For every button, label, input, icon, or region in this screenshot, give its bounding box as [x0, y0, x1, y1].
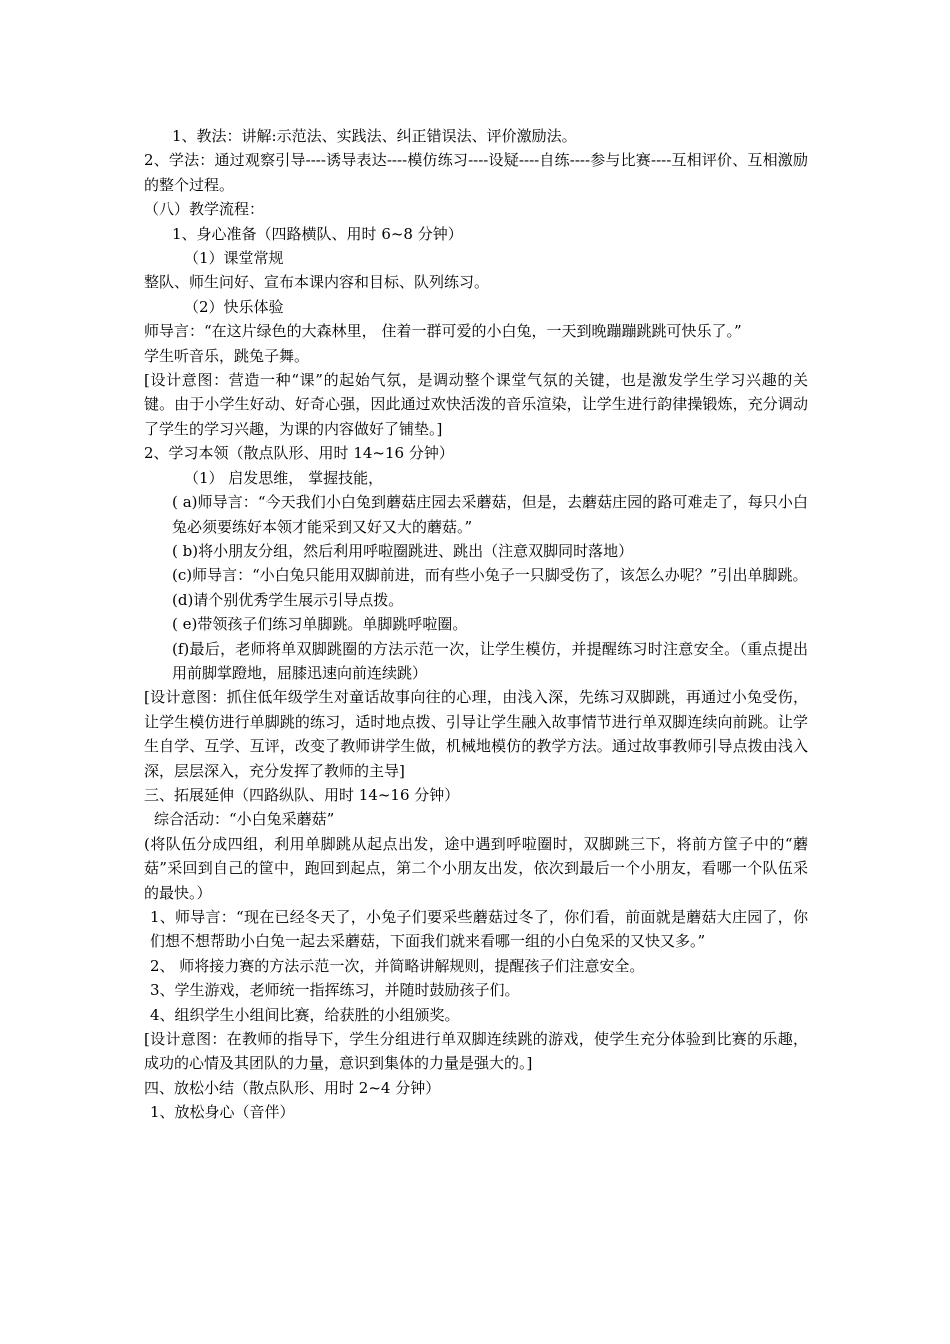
paragraph: 2、 师将接力赛的方法示范一次，并简略讲解规则，提醒孩子们注意安全。: [150, 956, 645, 975]
paragraph: 3、学生游戏，老师统一指挥练习，并随时鼓励孩子们。: [150, 981, 520, 1000]
paragraph: ( b)将小朋友分组，然后利用呼啦圈跳进、跳出（注意双脚同时落地）: [172, 541, 634, 560]
paragraph: 1、师导言：“现在已经冬天了，小兔子们要采些蘑菇过冬了，你们看，前面就是蘑菇大庄园了，你们想不想帮助小白兔一起去采蘑菇，下面我们就来看哪一组的小白兔采的又快又多。”: [150, 908, 808, 951]
paragraph: 2、学法：通过观察引导----诱导表达----模仿练习----设疑----自练----参与比赛----互相评价、互相激励的整个过程。: [144, 151, 808, 194]
design-intent-note: [设计意图：在教师的指导下，学生分组进行单双脚连续跳的游戏，使学生充分体验到比赛的乐趣，成功的心情及其团队的力量，意识到集体的力量是强大的。]: [144, 1030, 808, 1073]
paragraph: 4、组织学生小组间比赛，给获胜的小组颁奖。: [150, 1005, 460, 1024]
paragraph: 2、学习本领（散点队形、用时 14~16 分钟）: [144, 444, 454, 463]
paragraph: 整队、师生问好、宣布本课内容和目标、队列练习。: [144, 273, 490, 292]
document-body: [144, 124, 808, 1125]
paragraph: （2）快乐体验: [184, 297, 284, 316]
paragraph: （1）课堂常规: [184, 249, 284, 268]
design-intent-note: [设计意图：抓住低年级学生对童话故事向往的心理，由浅入深，先练习双脚跳，再通过小兔受伤，让学生模仿进行单脚跳的练习，适时地点拨、引导让学生融入故事情节进行单双脚连续向前跳。让学生自学、互学、互评，改变了教师讲学生做，机械地模仿的教学方法。通过故事教师引导点拨由浅入深，层层深入，充分发挥了教师的主导]: [144, 688, 808, 780]
paragraph: 学生听音乐，跳兔子舞。: [144, 346, 310, 365]
paragraph: 师导言：“在这片绿色的大森林里， 住着一群可爱的小白兔，一天到晚蹦蹦跳跳可快乐了。”: [144, 322, 742, 341]
design-intent-note: [设计意图：营造一种“课”的起始气氛，是调动整个课堂气氛的关键，也是激发学生学习兴趣的关键。由于小学生好动、好奇心强，因此通过欢快活泼的音乐渲染，让学生进行韵律操锻炼，充分调动了学生的学习兴趣，为课的内容做好了铺垫。]: [144, 371, 808, 438]
section-heading: 四、放松小结（散点队形、用时 2~4 分钟）: [144, 1078, 441, 1097]
paragraph: ( e)带领孩子们练习单脚跳。单脚跳呼啦圈。: [172, 615, 468, 634]
paragraph: （1） 启发思维， 掌握技能，: [184, 468, 384, 487]
paragraph: (c)师导言：“小白兔只能用双脚前进，而有些小兔子一只脚受伤了，该怎么办呢？”引出单脚跳。: [172, 566, 808, 585]
section-heading: （八）教学流程：: [144, 200, 265, 219]
paragraph: 1、教法：讲解:示范法、实践法、纠正错误法、评价激励法。: [172, 127, 577, 145]
paragraph: (f)最后，老师将单双脚跳圈的方法示范一次，让学生模仿，并提醒练习时注意安全。（重点提出用前脚掌蹬地，屈膝迅速向前连续跳）: [172, 639, 808, 682]
section-heading: 三、拓展延伸（四路纵队、用时 14~16 分钟）: [144, 785, 460, 804]
paragraph: 综合活动：“小白兔采蘑菇”: [154, 810, 335, 829]
paragraph: ( a)师导言：“今天我们小白兔到蘑菇庄园去采蘑菇，但是，去蘑菇庄园的路可难走了，每只小白兔必须要练好本领才能采到又好又大的蘑菇。”: [172, 493, 808, 536]
paragraph: (将队伍分成四组，利用单脚跳从起点出发，途中遇到呼啦圈时，双脚跳三下，将前方筐子中的“蘑菇”采回到自己的筐中，跑回到起点，第二个小朋友出发，依次到最后一个小朋友，看哪一个队伍采的最快。）: [144, 834, 808, 902]
paragraph: 1、放松身心（音伴）: [150, 1103, 295, 1122]
paragraph: 1、身心准备（四路横队、用时 6~8 分钟）: [172, 224, 463, 243]
paragraph: (d)请个别优秀学生展示引导点拨。: [172, 590, 404, 609]
